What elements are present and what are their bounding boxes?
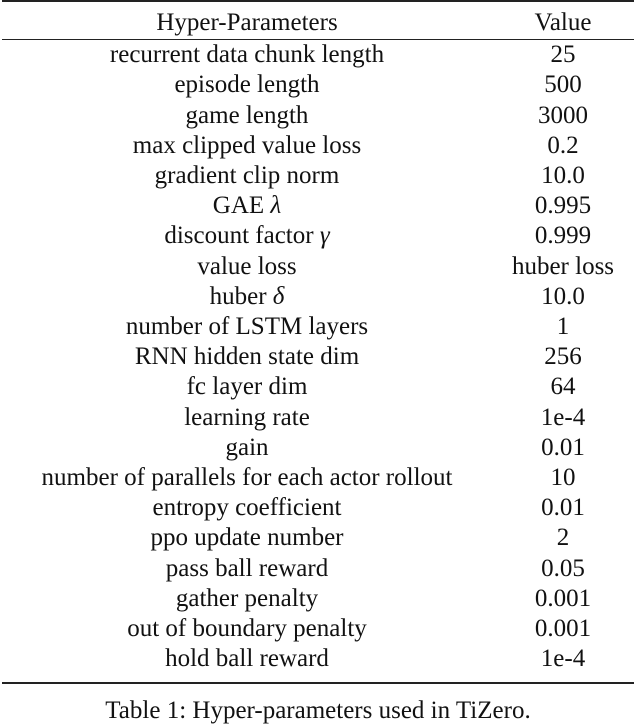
param-name: gradient clip norm xyxy=(154,162,340,190)
value-cell: 0.995 xyxy=(534,192,592,220)
param-cell xyxy=(2,252,492,282)
param-name: fc layer dim xyxy=(186,373,308,401)
param-name: number of LSTM layers xyxy=(125,313,369,341)
table-row xyxy=(2,644,634,683)
value-cell: 64 xyxy=(550,373,576,401)
table-row xyxy=(2,221,634,251)
lambda-symbol: λ xyxy=(270,192,282,220)
header-row xyxy=(2,1,634,40)
param-name: gather penalty xyxy=(175,584,319,612)
table-row xyxy=(2,40,634,71)
param-cell xyxy=(2,644,492,683)
param-name: pass ball reward xyxy=(165,554,329,582)
table-row xyxy=(2,554,634,584)
table-row xyxy=(2,523,634,553)
value-cell: 0.001 xyxy=(534,584,592,612)
header-value: Value xyxy=(534,9,592,36)
param-cell xyxy=(2,161,492,191)
value-cell: 500 xyxy=(544,71,582,99)
value-cell: 2 xyxy=(556,524,570,552)
table-body xyxy=(2,40,634,684)
value-cell: 3000 xyxy=(538,101,588,129)
value-cell: 0.001 xyxy=(534,615,592,643)
value-cell: 0.01 xyxy=(541,494,585,522)
table-row xyxy=(2,191,634,221)
table-header xyxy=(2,1,634,40)
param-name: discount factor xyxy=(164,222,314,250)
table-row xyxy=(2,614,634,644)
param-name: max clipped value loss xyxy=(132,131,362,159)
param-cell xyxy=(2,493,492,523)
table-row xyxy=(2,584,634,614)
table-caption: Table 1: Hyper-parameters used in TiZero. xyxy=(105,697,531,724)
table-row xyxy=(2,131,634,161)
table-row xyxy=(2,282,634,312)
value-cell: 1 xyxy=(556,313,570,341)
value-cell: 0.05 xyxy=(541,554,585,582)
param-cell xyxy=(2,433,492,463)
value-cell: 25 xyxy=(550,41,576,69)
value-cell: 1e-4 xyxy=(540,645,586,673)
param-name: huber xyxy=(209,282,267,310)
param-name: out of boundary penalty xyxy=(127,615,367,643)
param-cell xyxy=(2,312,492,342)
table-row xyxy=(2,372,634,402)
table-row xyxy=(2,70,634,100)
param-cell xyxy=(2,614,492,644)
value-cell: 0.999 xyxy=(534,222,592,250)
value-cell: 10.0 xyxy=(541,162,585,190)
table-row xyxy=(2,433,634,463)
param-name: game length xyxy=(185,101,309,129)
value-cell: huber loss xyxy=(511,252,615,280)
param-cell xyxy=(2,463,492,493)
param-cell xyxy=(2,584,492,614)
param-cell xyxy=(2,342,492,372)
param-cell xyxy=(2,523,492,553)
param-cell xyxy=(2,282,492,312)
table-row xyxy=(2,312,634,342)
param-name: hold ball reward xyxy=(165,645,329,673)
value-cell: 1e-4 xyxy=(540,403,586,431)
gamma-symbol: γ xyxy=(319,222,330,250)
table-row xyxy=(2,101,634,131)
param-name: GAE xyxy=(212,192,265,220)
param-cell xyxy=(2,191,492,221)
value-cell: 0.2 xyxy=(547,131,579,159)
table-row xyxy=(2,252,634,282)
header-hyper-parameters: Hyper-Parameters xyxy=(156,9,338,36)
param-cell xyxy=(2,221,492,251)
param-name: recurrent data chunk length xyxy=(109,41,385,69)
param-name: entropy coefficient xyxy=(152,494,342,522)
param-cell xyxy=(2,403,492,433)
table-row xyxy=(2,463,634,493)
param-name: ppo update number xyxy=(150,524,344,552)
param-name: learning rate xyxy=(184,403,310,431)
param-cell xyxy=(2,372,492,402)
table-row xyxy=(2,403,634,433)
param-name: number of parallels for each actor rollout xyxy=(41,464,453,492)
value-cell: 10 xyxy=(550,464,576,492)
table-row xyxy=(2,161,634,191)
param-name: value loss xyxy=(197,252,297,280)
delta-symbol: δ xyxy=(272,282,285,310)
param-cell xyxy=(2,101,492,131)
value-cell: 10.0 xyxy=(541,282,585,310)
param-name: RNN hidden state dim xyxy=(134,343,360,371)
param-cell xyxy=(2,70,492,100)
value-cell: 0.01 xyxy=(541,433,585,461)
table-row xyxy=(2,493,634,523)
param-name: episode length xyxy=(174,71,320,99)
value-cell: 256 xyxy=(544,343,582,371)
param-cell xyxy=(2,131,492,161)
hyperparameter-table xyxy=(2,0,634,684)
param-name: gain xyxy=(225,433,269,461)
param-cell xyxy=(2,554,492,584)
table-row xyxy=(2,342,634,372)
param-cell xyxy=(2,40,492,71)
